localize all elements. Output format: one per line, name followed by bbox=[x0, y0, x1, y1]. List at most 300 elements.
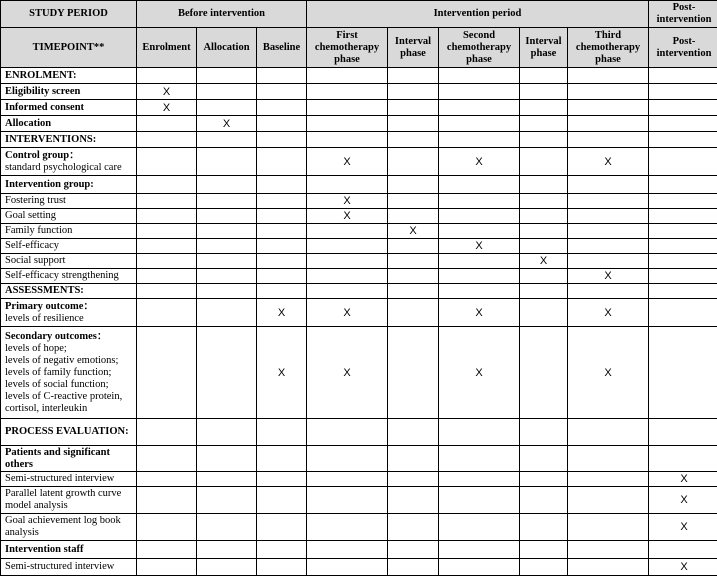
schedule-cell bbox=[307, 254, 388, 269]
col-interval-phase-1: Interval phase bbox=[388, 28, 439, 68]
schedule-cell bbox=[520, 284, 568, 299]
schedule-cell bbox=[257, 487, 307, 514]
schedule-cell bbox=[307, 514, 388, 541]
row-label-text: Parallel latent growth curve model analysis bbox=[5, 488, 122, 511]
schedule-cell bbox=[520, 269, 568, 284]
schedule-cell bbox=[520, 100, 568, 116]
schedule-cell bbox=[388, 446, 439, 472]
row-intervention-group bbox=[1, 176, 717, 194]
row-interventions bbox=[1, 132, 717, 148]
row-label-text: Intervention staff bbox=[5, 543, 84, 555]
schedule-cell bbox=[197, 299, 257, 327]
schedule-mark: X bbox=[568, 299, 649, 327]
schedule-cell bbox=[568, 419, 649, 446]
row-label-goal-setting bbox=[1, 209, 137, 224]
schedule-cell bbox=[388, 68, 439, 84]
row-self-efficacy-strengthening bbox=[1, 269, 717, 284]
row-label-text: Secondary outcomes： bbox=[5, 330, 108, 342]
schedule-cell bbox=[520, 514, 568, 541]
row-label-text: Semi-structured interview bbox=[5, 473, 115, 484]
schedule-cell bbox=[307, 224, 388, 239]
schedule-cell bbox=[649, 327, 717, 419]
schedule-cell bbox=[520, 487, 568, 514]
schedule-cell bbox=[307, 100, 388, 116]
schedule-cell bbox=[137, 132, 197, 148]
row-label-text: Informed consent bbox=[5, 101, 85, 113]
schedule-mark: X bbox=[520, 254, 568, 269]
schedule-cell bbox=[197, 209, 257, 224]
row-label-text: Eligibility screen bbox=[5, 85, 81, 97]
row-label-text: PROCESS EVALUATION: bbox=[5, 426, 129, 437]
schedule-cell bbox=[568, 100, 649, 116]
schedule-cell bbox=[197, 224, 257, 239]
schedule-cell bbox=[137, 209, 197, 224]
schedule-cell bbox=[520, 559, 568, 576]
schedule-cell bbox=[257, 100, 307, 116]
schedule-cell bbox=[307, 284, 388, 299]
schedule-cell bbox=[197, 176, 257, 194]
schedule-cell bbox=[439, 419, 520, 446]
schedule-cell bbox=[649, 84, 717, 100]
schedule-cell bbox=[520, 419, 568, 446]
schedule-cell bbox=[137, 176, 197, 194]
schedule-cell bbox=[568, 132, 649, 148]
schedule-cell bbox=[439, 209, 520, 224]
schedule-mark: X bbox=[439, 299, 520, 327]
schedule-cell bbox=[197, 446, 257, 472]
schedule-cell bbox=[520, 84, 568, 100]
schedule-cell bbox=[137, 148, 197, 176]
schedule-cell bbox=[439, 100, 520, 116]
schedule-cell bbox=[439, 194, 520, 209]
row-label-goal-achievement-log-book bbox=[1, 514, 137, 541]
schedule-cell bbox=[649, 299, 717, 327]
row-label-fostering-trust bbox=[1, 194, 137, 209]
row-label-subline: standard psychological care bbox=[5, 161, 122, 173]
schedule-cell bbox=[197, 68, 257, 84]
schedule-cell bbox=[388, 559, 439, 576]
schedule-mark: X bbox=[649, 514, 717, 541]
schedule-cell bbox=[568, 224, 649, 239]
schedule-cell bbox=[520, 132, 568, 148]
schedule-mark: X bbox=[568, 148, 649, 176]
row-label-subline: levels of family function; bbox=[5, 366, 112, 378]
row-label-self-efficacy-strengthening bbox=[1, 269, 137, 284]
schedule-cell bbox=[197, 284, 257, 299]
schedule-cell bbox=[307, 132, 388, 148]
schedule-cell bbox=[439, 284, 520, 299]
row-primary-outcome bbox=[1, 299, 717, 327]
row-label-semi-structured-interview-patients bbox=[1, 472, 137, 487]
row-label-subline: levels of social function; bbox=[5, 378, 109, 390]
schedule-cell bbox=[439, 68, 520, 84]
schedule-cell bbox=[649, 68, 717, 84]
schedule-cell bbox=[197, 487, 257, 514]
col-baseline: Baseline bbox=[257, 28, 307, 68]
row-allocation bbox=[1, 116, 717, 132]
schedule-cell bbox=[439, 446, 520, 472]
col-second-chemotherapy-phase: Second chemotherapy phase bbox=[439, 28, 520, 68]
schedule-cell bbox=[257, 116, 307, 132]
schedule-cell bbox=[568, 487, 649, 514]
schedule-cell bbox=[137, 514, 197, 541]
schedule-cell bbox=[137, 239, 197, 254]
row-label-process-evaluation bbox=[1, 419, 137, 446]
schedule-cell bbox=[388, 239, 439, 254]
schedule-cell bbox=[257, 269, 307, 284]
schedule-mark: X bbox=[197, 116, 257, 132]
schedule-cell bbox=[439, 487, 520, 514]
schedule-cell bbox=[197, 419, 257, 446]
schedule-cell bbox=[257, 68, 307, 84]
schedule-cell bbox=[388, 327, 439, 419]
schedule-mark: X bbox=[568, 327, 649, 419]
row-parallel-latent-growth-curve bbox=[1, 487, 717, 514]
schedule-cell bbox=[439, 116, 520, 132]
row-label-text: Control group： bbox=[5, 149, 80, 161]
schedule-cell bbox=[257, 148, 307, 176]
schedule-cell bbox=[137, 269, 197, 284]
schedule-cell bbox=[568, 209, 649, 224]
schedule-cell bbox=[568, 559, 649, 576]
schedule-cell bbox=[520, 116, 568, 132]
schedule-mark: X bbox=[137, 84, 197, 100]
schedule-cell bbox=[388, 487, 439, 514]
row-label-semi-structured-interview-staff bbox=[1, 559, 137, 576]
schedule-cell bbox=[649, 194, 717, 209]
schedule-cell bbox=[137, 116, 197, 132]
row-label-text: Primary outcome： bbox=[5, 300, 94, 312]
schedule-cell bbox=[388, 254, 439, 269]
schedule-cell bbox=[439, 472, 520, 487]
schedule-cell bbox=[649, 284, 717, 299]
schedule-cell bbox=[568, 68, 649, 84]
schedule-cell bbox=[649, 541, 717, 559]
header-row-periods bbox=[1, 1, 717, 28]
schedule-cell bbox=[137, 446, 197, 472]
schedule-cell bbox=[568, 284, 649, 299]
schedule-cell bbox=[257, 224, 307, 239]
schedule-cell bbox=[649, 224, 717, 239]
schedule-cell bbox=[520, 148, 568, 176]
schedule-cell bbox=[137, 68, 197, 84]
schedule-cell bbox=[257, 194, 307, 209]
schedule-cell bbox=[307, 269, 388, 284]
schedule-cell bbox=[568, 239, 649, 254]
schedule-cell bbox=[388, 148, 439, 176]
schedule-cell bbox=[568, 472, 649, 487]
schedule-cell bbox=[649, 209, 717, 224]
schedule-cell bbox=[439, 559, 520, 576]
schedule-cell bbox=[257, 514, 307, 541]
schedule-mark: X bbox=[257, 327, 307, 419]
schedule-cell bbox=[137, 419, 197, 446]
schedule-cell bbox=[439, 224, 520, 239]
schedule-cell bbox=[197, 541, 257, 559]
schedule-cell bbox=[197, 84, 257, 100]
schedule-mark: X bbox=[307, 209, 388, 224]
row-label-intervention-staff bbox=[1, 541, 137, 559]
schedule-cell bbox=[568, 446, 649, 472]
row-label-text: Self-efficacy bbox=[5, 240, 60, 251]
schedule-cell bbox=[520, 327, 568, 419]
schedule-mark: X bbox=[439, 148, 520, 176]
schedule-mark: X bbox=[649, 472, 717, 487]
schedule-cell bbox=[520, 176, 568, 194]
schedule-cell bbox=[257, 419, 307, 446]
schedule-mark: X bbox=[568, 269, 649, 284]
schedule-cell bbox=[439, 514, 520, 541]
row-social-support bbox=[1, 254, 717, 269]
row-label-text: Goal achievement log book analysis bbox=[5, 515, 121, 538]
row-label-patients-and-significant-others bbox=[1, 446, 137, 472]
schedule-cell bbox=[520, 239, 568, 254]
row-label-primary-outcome bbox=[1, 299, 137, 327]
schedule-mark: X bbox=[439, 327, 520, 419]
schedule-cell bbox=[568, 254, 649, 269]
schedule-cell bbox=[520, 472, 568, 487]
schedule-cell bbox=[439, 254, 520, 269]
row-goal-setting bbox=[1, 209, 717, 224]
schedule-cell bbox=[439, 176, 520, 194]
post-intervention-header: Post-intervention bbox=[649, 1, 717, 28]
row-semi-structured-interview-patients bbox=[1, 472, 717, 487]
row-label-text: Fostering trust bbox=[5, 195, 66, 206]
schedule-cell bbox=[137, 254, 197, 269]
row-label-interventions bbox=[1, 132, 137, 148]
row-label-enrolment bbox=[1, 68, 137, 84]
schedule-cell bbox=[307, 446, 388, 472]
row-label-family-function bbox=[1, 224, 137, 239]
schedule-cell bbox=[137, 299, 197, 327]
schedule-mark: X bbox=[388, 224, 439, 239]
schedule-cell bbox=[649, 176, 717, 194]
row-informed-consent bbox=[1, 100, 717, 116]
schedule-cell bbox=[649, 148, 717, 176]
schedule-cell bbox=[568, 514, 649, 541]
schedule-cell bbox=[257, 84, 307, 100]
schedule-cell bbox=[388, 84, 439, 100]
schedule-mark: X bbox=[307, 299, 388, 327]
schedule-cell bbox=[388, 541, 439, 559]
row-assessments bbox=[1, 284, 717, 299]
schedule-cell bbox=[520, 224, 568, 239]
schedule-cell bbox=[257, 209, 307, 224]
schedule-cell bbox=[439, 541, 520, 559]
schedule-cell bbox=[388, 209, 439, 224]
schedule-cell bbox=[568, 541, 649, 559]
schedule-cell bbox=[649, 419, 717, 446]
row-label-text: INTERVENTIONS: bbox=[5, 133, 97, 145]
schedule-cell bbox=[257, 559, 307, 576]
schedule-cell bbox=[137, 327, 197, 419]
schedule-cell bbox=[649, 239, 717, 254]
schedule-mark: X bbox=[257, 299, 307, 327]
schedule-cell bbox=[137, 284, 197, 299]
row-label-parallel-latent-growth-curve bbox=[1, 487, 137, 514]
schedule-cell bbox=[137, 472, 197, 487]
row-label-subline: levels of C-reactive protein, bbox=[5, 390, 123, 402]
schedule-mark: X bbox=[307, 148, 388, 176]
schedule-cell bbox=[257, 239, 307, 254]
row-label-text: Patients and significant others bbox=[5, 446, 111, 470]
schedule-cell bbox=[649, 116, 717, 132]
schedule-cell bbox=[257, 472, 307, 487]
row-intervention-staff bbox=[1, 541, 717, 559]
intervention-period-header: Intervention period bbox=[307, 1, 649, 28]
schedule-cell bbox=[197, 559, 257, 576]
row-label-subline: levels of resilience bbox=[5, 312, 84, 324]
before-intervention-header: Before intervention bbox=[137, 1, 307, 28]
row-semi-structured-interview-staff bbox=[1, 559, 717, 576]
row-label-control-group bbox=[1, 148, 137, 176]
schedule-cell bbox=[137, 559, 197, 576]
schedule-cell bbox=[197, 148, 257, 176]
schedule-mark: X bbox=[439, 239, 520, 254]
row-family-function bbox=[1, 224, 717, 239]
row-patients-and-significant-others bbox=[1, 446, 717, 472]
row-label-text: Family function bbox=[5, 225, 73, 236]
schedule-cell bbox=[568, 176, 649, 194]
schedule-cell bbox=[520, 209, 568, 224]
schedule-cell bbox=[388, 514, 439, 541]
schedule-mark: X bbox=[649, 559, 717, 576]
header-row-timepoints bbox=[1, 28, 717, 68]
row-self-efficacy bbox=[1, 239, 717, 254]
schedule-cell bbox=[649, 446, 717, 472]
row-label-self-efficacy bbox=[1, 239, 137, 254]
schedule-cell bbox=[388, 176, 439, 194]
schedule-cell bbox=[520, 446, 568, 472]
schedule-cell bbox=[388, 299, 439, 327]
schedule-mark: X bbox=[137, 100, 197, 116]
schedule-cell bbox=[568, 84, 649, 100]
col-post-intervention: Post-intervention bbox=[649, 28, 717, 68]
schedule-cell bbox=[649, 100, 717, 116]
row-label-text: Self-efficacy strengthening bbox=[5, 270, 119, 281]
schedule-cell bbox=[388, 419, 439, 446]
schedule-cell bbox=[307, 541, 388, 559]
row-label-informed-consent bbox=[1, 100, 137, 116]
schedule-cell bbox=[439, 269, 520, 284]
schedule-cell bbox=[307, 472, 388, 487]
row-label-subline: levels of hope; bbox=[5, 342, 67, 354]
schedule-cell bbox=[439, 132, 520, 148]
row-label-text: Allocation bbox=[5, 117, 52, 129]
schedule-cell bbox=[307, 116, 388, 132]
schedule-cell bbox=[197, 239, 257, 254]
schedule-cell bbox=[568, 116, 649, 132]
schedule-cell bbox=[520, 68, 568, 84]
schedule-cell bbox=[197, 327, 257, 419]
schedule-mark: X bbox=[307, 194, 388, 209]
schedule-cell bbox=[257, 284, 307, 299]
row-label-text: ENROLMENT: bbox=[5, 69, 77, 81]
row-eligibility-screen bbox=[1, 84, 717, 100]
row-enrolment bbox=[1, 68, 717, 84]
row-label-text: Semi-structured interview bbox=[5, 561, 115, 572]
schedule-cell bbox=[307, 487, 388, 514]
schedule-cell bbox=[197, 132, 257, 148]
row-label-text: ASSESSMENTS: bbox=[5, 285, 84, 296]
col-interval-phase-2: Interval phase bbox=[520, 28, 568, 68]
schedule-cell bbox=[257, 446, 307, 472]
study-period-header: STUDY PERIOD bbox=[1, 1, 137, 28]
schedule-cell bbox=[197, 254, 257, 269]
col-first-chemotherapy-phase: First chemotherapy phase bbox=[307, 28, 388, 68]
schedule-cell bbox=[649, 132, 717, 148]
schedule-cell bbox=[388, 194, 439, 209]
schedule-cell bbox=[520, 194, 568, 209]
schedule-cell bbox=[307, 176, 388, 194]
row-label-subline: levels of negativ emotions; bbox=[5, 354, 119, 366]
row-label-text: Social support bbox=[5, 255, 66, 266]
schedule-cell bbox=[307, 419, 388, 446]
row-label-subline: cortisol, interleukin bbox=[5, 402, 88, 414]
schedule-cell bbox=[257, 132, 307, 148]
row-label-secondary-outcomes bbox=[1, 327, 137, 419]
schedule-cell bbox=[568, 194, 649, 209]
schedule-cell bbox=[197, 194, 257, 209]
row-fostering-trust bbox=[1, 194, 717, 209]
schedule-cell bbox=[257, 541, 307, 559]
schedule-cell bbox=[388, 472, 439, 487]
schedule-cell bbox=[197, 269, 257, 284]
schedule-cell bbox=[137, 194, 197, 209]
row-label-intervention-group bbox=[1, 176, 137, 194]
schedule-cell bbox=[307, 559, 388, 576]
schedule-mark: X bbox=[307, 327, 388, 419]
schedule-cell bbox=[137, 224, 197, 239]
schedule-cell bbox=[197, 100, 257, 116]
schedule-mark: X bbox=[649, 487, 717, 514]
row-control-group bbox=[1, 148, 717, 176]
schedule-cell bbox=[307, 68, 388, 84]
schedule-cell bbox=[388, 284, 439, 299]
row-label-social-support bbox=[1, 254, 137, 269]
schedule-cell bbox=[257, 254, 307, 269]
row-label-text: Intervention group: bbox=[5, 178, 94, 190]
timepoint-header: TIMEPOINT** bbox=[1, 28, 137, 68]
col-enrolment: Enrolment bbox=[137, 28, 197, 68]
row-process-evaluation bbox=[1, 419, 717, 446]
schedule-cell bbox=[257, 176, 307, 194]
row-label-allocation bbox=[1, 116, 137, 132]
row-label-assessments bbox=[1, 284, 137, 299]
schedule-cell bbox=[388, 132, 439, 148]
row-label-eligibility-screen bbox=[1, 84, 137, 100]
schedule-cell bbox=[137, 487, 197, 514]
schedule-cell bbox=[520, 541, 568, 559]
col-third-chemotherapy-phase: Third chemotherapy phase bbox=[568, 28, 649, 68]
schedule-cell bbox=[388, 269, 439, 284]
schedule-cell bbox=[197, 514, 257, 541]
schedule-cell bbox=[197, 472, 257, 487]
schedule-cell bbox=[307, 84, 388, 100]
schedule-cell bbox=[649, 269, 717, 284]
schedule-cell bbox=[137, 541, 197, 559]
row-goal-achievement-log-book bbox=[1, 514, 717, 541]
schedule-cell bbox=[388, 100, 439, 116]
schedule-cell bbox=[520, 299, 568, 327]
schedule-cell bbox=[307, 239, 388, 254]
schedule-cell bbox=[439, 84, 520, 100]
col-allocation: Allocation bbox=[197, 28, 257, 68]
row-secondary-outcomes bbox=[1, 327, 717, 419]
schedule-cell bbox=[388, 116, 439, 132]
schedule-cell bbox=[649, 254, 717, 269]
row-label-text: Goal setting bbox=[5, 210, 57, 221]
